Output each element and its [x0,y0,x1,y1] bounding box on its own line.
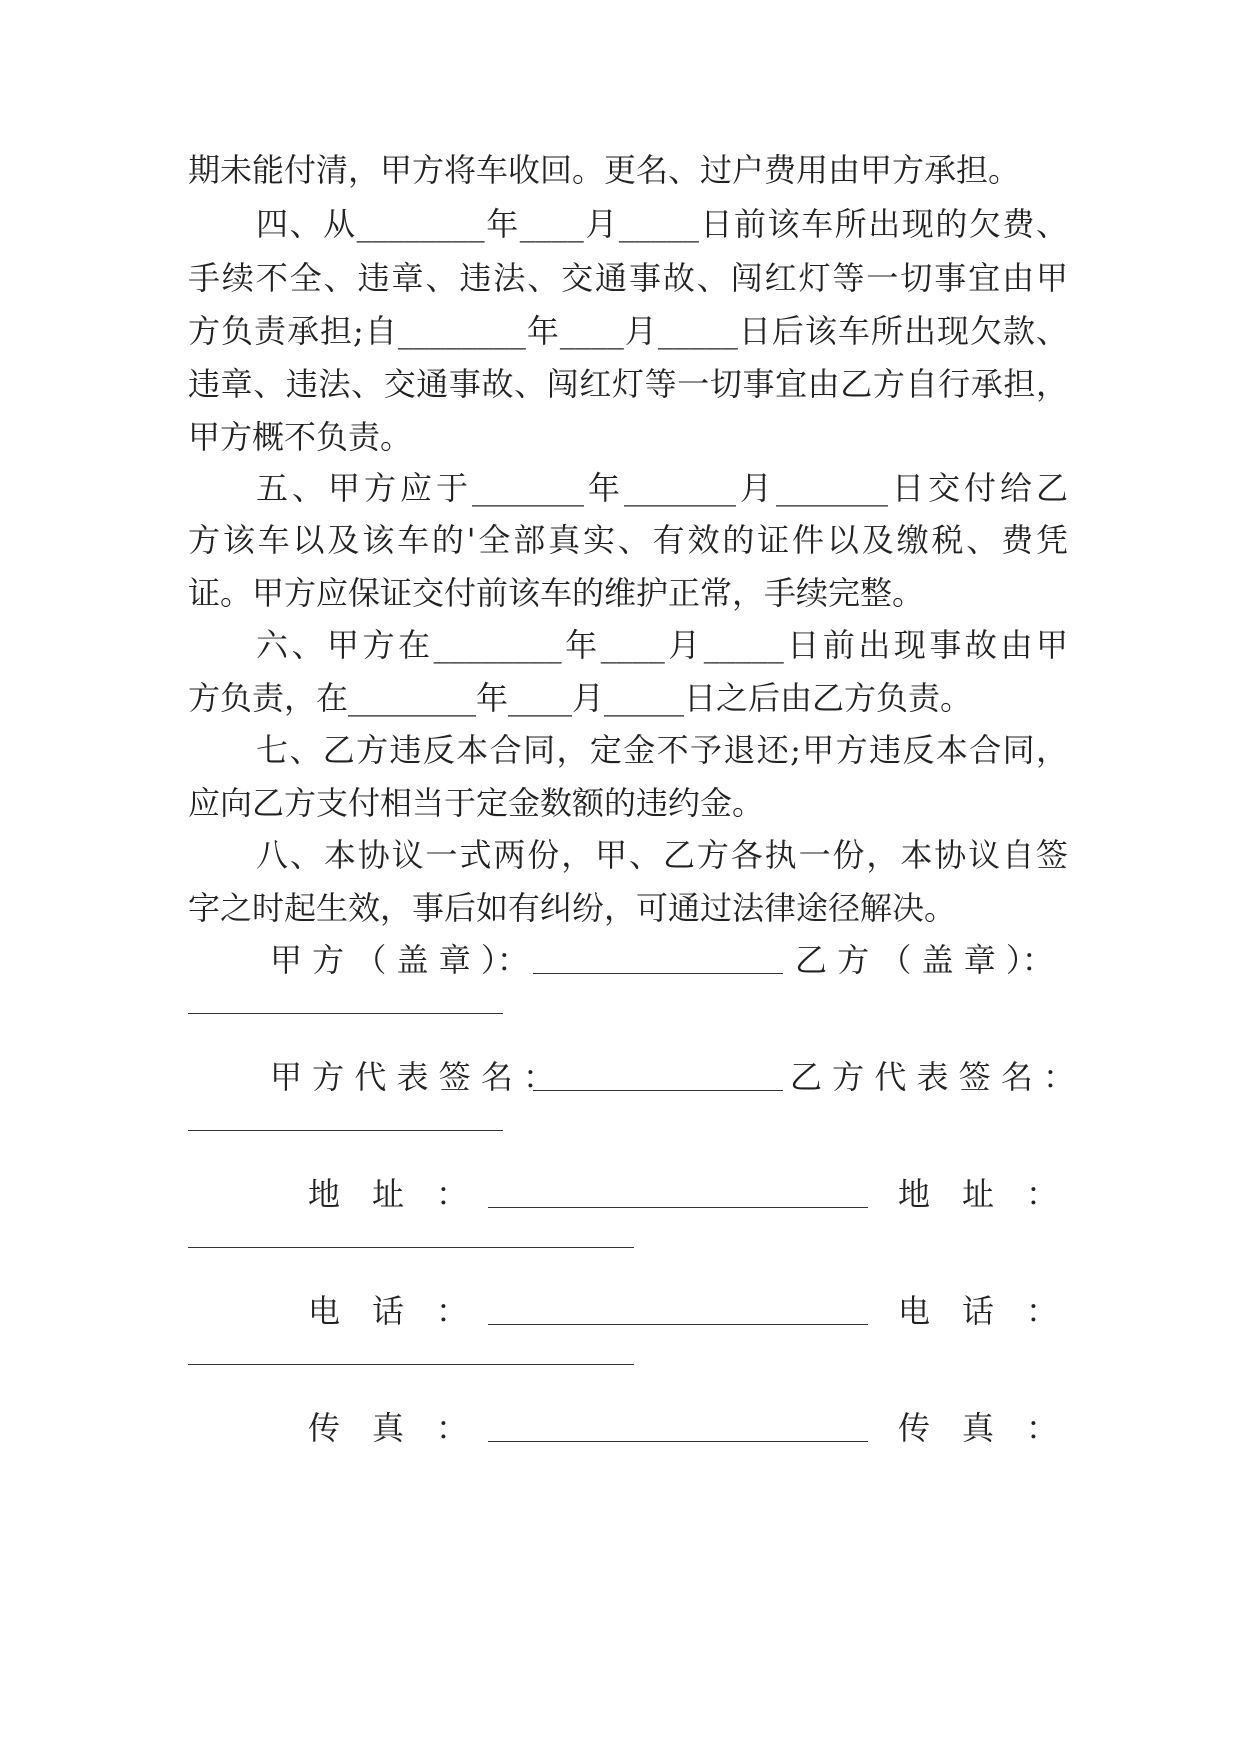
paragraph-line: 期未能付清，甲方将车收回。更名、过户费用由甲方承担。 [188,151,1021,189]
address-a-blank[interactable] [488,1207,868,1208]
party-b-rep-label: 乙 方 代 表 签 名 ： [790,1058,1076,1096]
fax-a-blank[interactable] [488,1441,868,1442]
address-b-label: 地 址 ： [898,1175,1059,1213]
phone-a-label: 电 话 ： [308,1292,469,1330]
party-a-rep-blank[interactable] [533,1090,783,1091]
party-a-seal-blank[interactable] [533,973,783,974]
address-b-blank[interactable] [188,1247,634,1248]
paragraph-line: 方该车以及该车的'全部真实、有效的证件以及缴税、费凭 [188,521,1068,559]
clause-7-line: 七、乙方违反本合同，定金不予退还;甲方违反本合同， [256,731,1068,769]
address-a-label: 地 址 ： [308,1175,469,1213]
paragraph-line: 违章、违法、交通事故、闯红灯等一切事宜由乙方自行承担， [188,365,1068,403]
paragraph-line: 手续不全、违章、违法、交通事故、闯红灯等一切事宜由甲 [188,259,1068,297]
party-a-seal-label: 甲 方 （ 盖 章 ）： [270,941,529,979]
phone-a-blank[interactable] [488,1324,868,1325]
phone-b-blank[interactable] [188,1364,634,1365]
party-b-rep-blank[interactable] [188,1130,503,1131]
clause-8-line: 八、本协议一式两份，甲、乙方各执一份，本协议自签 [256,836,1068,874]
paragraph-line: 方负责，在________年____月_____日之后由乙方负责。 [188,679,973,717]
clause-5-line: 五、甲方应于_______年_______月_______日交付给乙 [256,469,1068,507]
fax-b-label: 传 真 ： [898,1409,1059,1447]
paragraph-line: 字之时起生效，事后如有纠纷，可通过法律途径解决。 [188,889,957,927]
clause-4-line: 四、从________年____月_____日前该车所出现的欠费、 [256,205,1068,243]
party-a-rep-label: 甲 方 代 表 签 名 ： [270,1058,556,1096]
party-b-seal-label: 乙 方 （ 盖 章 ）： [795,941,1054,979]
paragraph-line: 证。甲方应保证交付前该车的维护正常，手续完整。 [188,574,925,612]
party-b-seal-blank[interactable] [188,1013,503,1014]
clause-6-line: 六、甲方在________年____月_____日前出现事故由甲 [256,626,1068,664]
paragraph-line: 甲方概不负责。 [188,418,413,456]
phone-b-label: 电 话 ： [898,1292,1059,1330]
paragraph-line: 方负责承担;自________年____月_____日后该车所出现欠款、 [188,312,1068,350]
fax-a-label: 传 真 ： [308,1409,469,1447]
paragraph-line: 应向乙方支付相当于定金数额的违约金。 [188,784,765,822]
